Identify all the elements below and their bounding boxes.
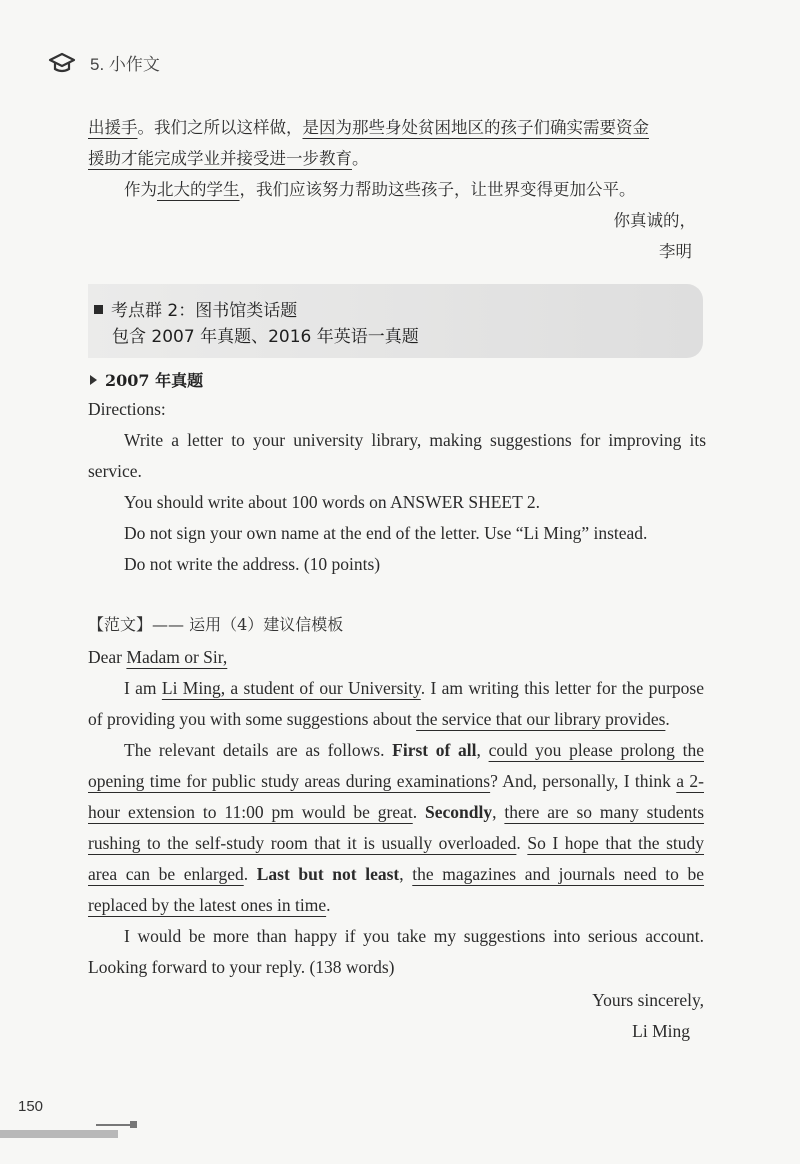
essay-paragraph-1 — [88, 673, 704, 735]
exam-year-label — [90, 368, 203, 391]
footer-bar — [0, 1130, 118, 1138]
model-essay — [88, 642, 704, 1047]
text-segment: 作为 — [124, 180, 157, 199]
chinese-paragraph-1 — [88, 112, 706, 174]
underlined-phrase: a 2-hour extension to 11:00 pm would be great — [88, 771, 704, 822]
model-label-rest: —— 运用（4）建议信模板 — [152, 615, 344, 634]
directions — [88, 394, 706, 580]
text-segment: . I am writing this letter for the purpose of providing you with some suggestions about — [88, 678, 704, 729]
text-segment: Dear — [88, 647, 127, 667]
underlined-phrase: the service that our library provides — [416, 709, 666, 729]
graduation-cap-icon — [48, 51, 76, 75]
group-subtitle: 包含 2007 年真题、2016 年英语一真题 — [112, 327, 419, 347]
essay-paragraph-3: I would be more than happy if you take my suggestions into serious account. Looking forward to your reply. (138 words) — [88, 926, 704, 977]
footer-dot — [130, 1121, 137, 1128]
bold-phrase: Secondly — [425, 802, 493, 822]
topic-group-title — [94, 298, 419, 350]
underlined-phrase: So I hope that the study area can be enlarged — [88, 833, 705, 884]
bold-phrase: First of all — [392, 740, 477, 760]
text-segment: . — [326, 895, 331, 915]
text-segment: ? And, personally, I think — [490, 771, 677, 791]
text-segment: . — [412, 802, 425, 822]
chinese-paragraph-2 — [88, 174, 706, 205]
english-closing: Yours sincerely, — [592, 990, 704, 1010]
triangle-bullet-icon — [90, 375, 97, 385]
group-title-text: 考点群 2：图书馆类话题 — [111, 301, 298, 321]
directions-heading: Directions: — [88, 399, 166, 419]
page-header — [48, 50, 160, 75]
underlined-phrase: Madam or Sir, — [126, 647, 228, 667]
direction-item: You should write about 100 words on ANSWER SHEET 2. — [124, 492, 540, 512]
text-segment: , — [492, 802, 505, 822]
text-segment: 。 — [352, 149, 369, 168]
section-label: 5. 小作文 — [90, 55, 160, 74]
underlined-phrase: 出援手 — [88, 118, 138, 137]
direction-item: Do not write the address. (10 points) — [124, 554, 381, 574]
chinese-letter — [88, 112, 706, 267]
underlined-phrase: Li Ming, a student of our University — [161, 678, 421, 698]
underlined-phrase: 北大的学生 — [157, 180, 240, 199]
underlined-phrase: could you please prolong the opening time for public study areas during examinations — [88, 740, 704, 791]
direction-item: Do not sign your own name at the end of the letter. Use “Li Ming” instead. — [124, 523, 648, 543]
chinese-signature: 李明 — [659, 242, 692, 261]
underlined-phrase: 援助才能完成学业并接受进一步教育 — [88, 149, 352, 168]
bold-phrase: Last but not least — [256, 864, 400, 884]
underlined-phrase: 是因为那些身处贫困地区的孩子们确实需要资金 — [302, 118, 649, 137]
salutation — [88, 642, 704, 673]
text-segment: The relevant details are as follows. — [124, 740, 393, 760]
text-segment: ，我们应该努力帮助这些孩子，让世界变得更加公平。 — [239, 180, 636, 199]
page-number: 150 — [18, 1098, 44, 1115]
text-segment: . — [516, 833, 528, 853]
square-bullet-icon — [94, 305, 103, 314]
direction-item: Write a letter to your university library, making suggestions for improving its service. — [88, 430, 706, 481]
text-segment: , — [399, 864, 413, 884]
exam-year-text: 2007 年真题 — [105, 371, 204, 390]
text-segment: . — [243, 864, 257, 884]
underlined-phrase: there are so many students rushing to the self-study room that it is usually overloaded — [88, 802, 705, 853]
chinese-closing: 你真诚的， — [613, 211, 696, 230]
model-essay-label — [88, 612, 343, 635]
english-signature: Li Ming — [632, 1021, 690, 1041]
underlined-phrase: the magazines and journals need to be replaced by the latest ones in time — [88, 864, 705, 915]
text-segment: , — [476, 740, 489, 760]
essay-paragraph-2 — [88, 735, 704, 921]
text-segment: I am — [124, 678, 162, 698]
model-label-bracket: 【范文】 — [88, 615, 153, 634]
text-segment: . — [665, 709, 670, 729]
footer-line — [96, 1124, 130, 1126]
text-segment: 。我们之所以这样做， — [137, 118, 303, 137]
